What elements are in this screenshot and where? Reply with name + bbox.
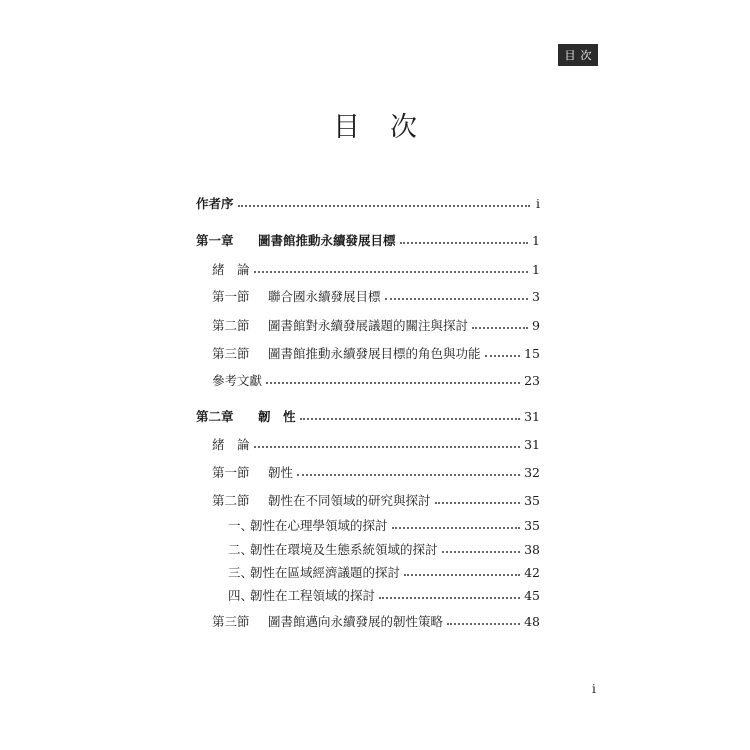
toc-entry-label: 韌性在工程領域的探討: [250, 588, 376, 603]
toc-entry-label: 緒 論: [212, 262, 250, 277]
toc-entry-page: i: [536, 195, 540, 211]
toc-entry-section-2-2[interactable]: [212, 489, 540, 511]
leader-dots: [238, 204, 530, 207]
toc-entry-number: 第二節: [212, 318, 250, 333]
toc-entry-number: 第一節: [212, 289, 250, 304]
toc-entry-page: 31: [524, 436, 540, 452]
toc-entry-page: 15: [524, 345, 540, 361]
page-number: i: [592, 682, 596, 696]
toc-entry-page: 3: [532, 288, 540, 304]
toc-entry-number: 第三節: [212, 614, 250, 629]
toc-entry-page: 48: [524, 613, 540, 629]
toc-entry-label: 圖書館邁向永續發展的韌性策略: [268, 614, 444, 629]
toc-entry-page: 9: [532, 317, 540, 333]
toc-entry-label: 韌性在不同領域的研究與探討: [268, 493, 431, 508]
toc-entry-chapter-2[interactable]: [196, 405, 540, 427]
toc-entry-subsection-1[interactable]: [228, 514, 540, 536]
toc-entry-label: 韌 性: [258, 409, 296, 424]
toc-entry-label: 圖書館推動永續發展目標的角色與功能: [268, 346, 481, 361]
toc-entry-label: 緒 論: [212, 437, 250, 452]
leader-dots: [447, 622, 520, 625]
toc-entry-page: 31: [524, 408, 540, 424]
toc-entry-number: 第一章: [196, 233, 234, 248]
toc-entry-subsection-3[interactable]: [228, 561, 540, 583]
leader-dots: [297, 473, 520, 476]
toc-entry-page: 42: [524, 564, 540, 580]
toc-entry-references[interactable]: [212, 369, 540, 391]
toc-entry-number: 第三節: [212, 346, 250, 361]
page-title: 目次: [333, 112, 447, 143]
toc-entry-page: 1: [532, 232, 540, 248]
toc-entry-number: 三、: [228, 565, 254, 580]
toc-entry-number: 第二章: [196, 409, 234, 424]
leader-dots: [266, 381, 520, 384]
toc-entry-label: 韌性: [268, 465, 294, 480]
leader-dots: [254, 270, 529, 273]
toc-entry-page: 23: [524, 372, 540, 388]
leader-dots: [435, 501, 521, 504]
toc-entry-introduction[interactable]: [212, 433, 540, 455]
toc-entry-number: 二、: [228, 542, 254, 557]
toc-entry-section-1-1[interactable]: [212, 285, 540, 307]
leader-dots: [472, 326, 528, 329]
leader-dots: [485, 354, 521, 357]
toc-entry-page: 35: [524, 517, 540, 533]
toc-entry-label: 圖書館推動永續發展目標: [258, 233, 396, 248]
toc-entry-number: 第二節: [212, 493, 250, 508]
toc-entry-subsection-4[interactable]: [228, 584, 540, 606]
toc-entry-page: 45: [524, 587, 540, 603]
toc-entry-label: 韌性在環境及生態系統領域的探討: [250, 542, 438, 557]
toc-entry-label: 參考文獻: [212, 373, 263, 388]
toc-entry-page: 32: [524, 464, 540, 480]
toc-entry-section-2-3[interactable]: [212, 610, 540, 632]
toc-entry-label: 韌性在區域經濟議題的探討: [250, 565, 401, 580]
toc-entry-preface[interactable]: [196, 192, 540, 214]
toc-entry-introduction[interactable]: [212, 258, 540, 280]
leader-dots: [404, 573, 520, 576]
toc-entry-chapter-1[interactable]: [196, 229, 540, 251]
toc-entry-number: 一、: [228, 518, 254, 533]
toc-entry-page: 38: [524, 541, 540, 557]
leader-dots: [442, 550, 521, 553]
leader-dots: [300, 417, 521, 420]
toc-entry-page: 35: [524, 492, 540, 508]
toc-entry-number: 第一節: [212, 465, 250, 480]
toc-entry-section-2-1[interactable]: [212, 461, 540, 483]
toc-entry-subsection-2[interactable]: [228, 538, 540, 560]
toc-entry-label: 聯合國永續發展目標: [268, 289, 381, 304]
leader-dots: [379, 596, 520, 599]
toc-entry-page: 1: [532, 261, 540, 277]
chapter-tab: 目次: [558, 44, 598, 66]
toc-entry-label: 作者序: [196, 196, 234, 211]
toc-entry-number: 四、: [228, 588, 254, 603]
toc-entry-section-1-2[interactable]: [212, 314, 540, 336]
toc-entry-label: 圖書館對永續發展議題的關注與探討: [268, 318, 469, 333]
toc-entry-section-1-3[interactable]: [212, 342, 540, 364]
toc-entry-label: 韌性在心理學領域的探討: [250, 518, 388, 533]
leader-dots: [254, 445, 521, 448]
leader-dots: [392, 526, 521, 529]
leader-dots: [400, 241, 529, 244]
leader-dots: [385, 297, 529, 300]
